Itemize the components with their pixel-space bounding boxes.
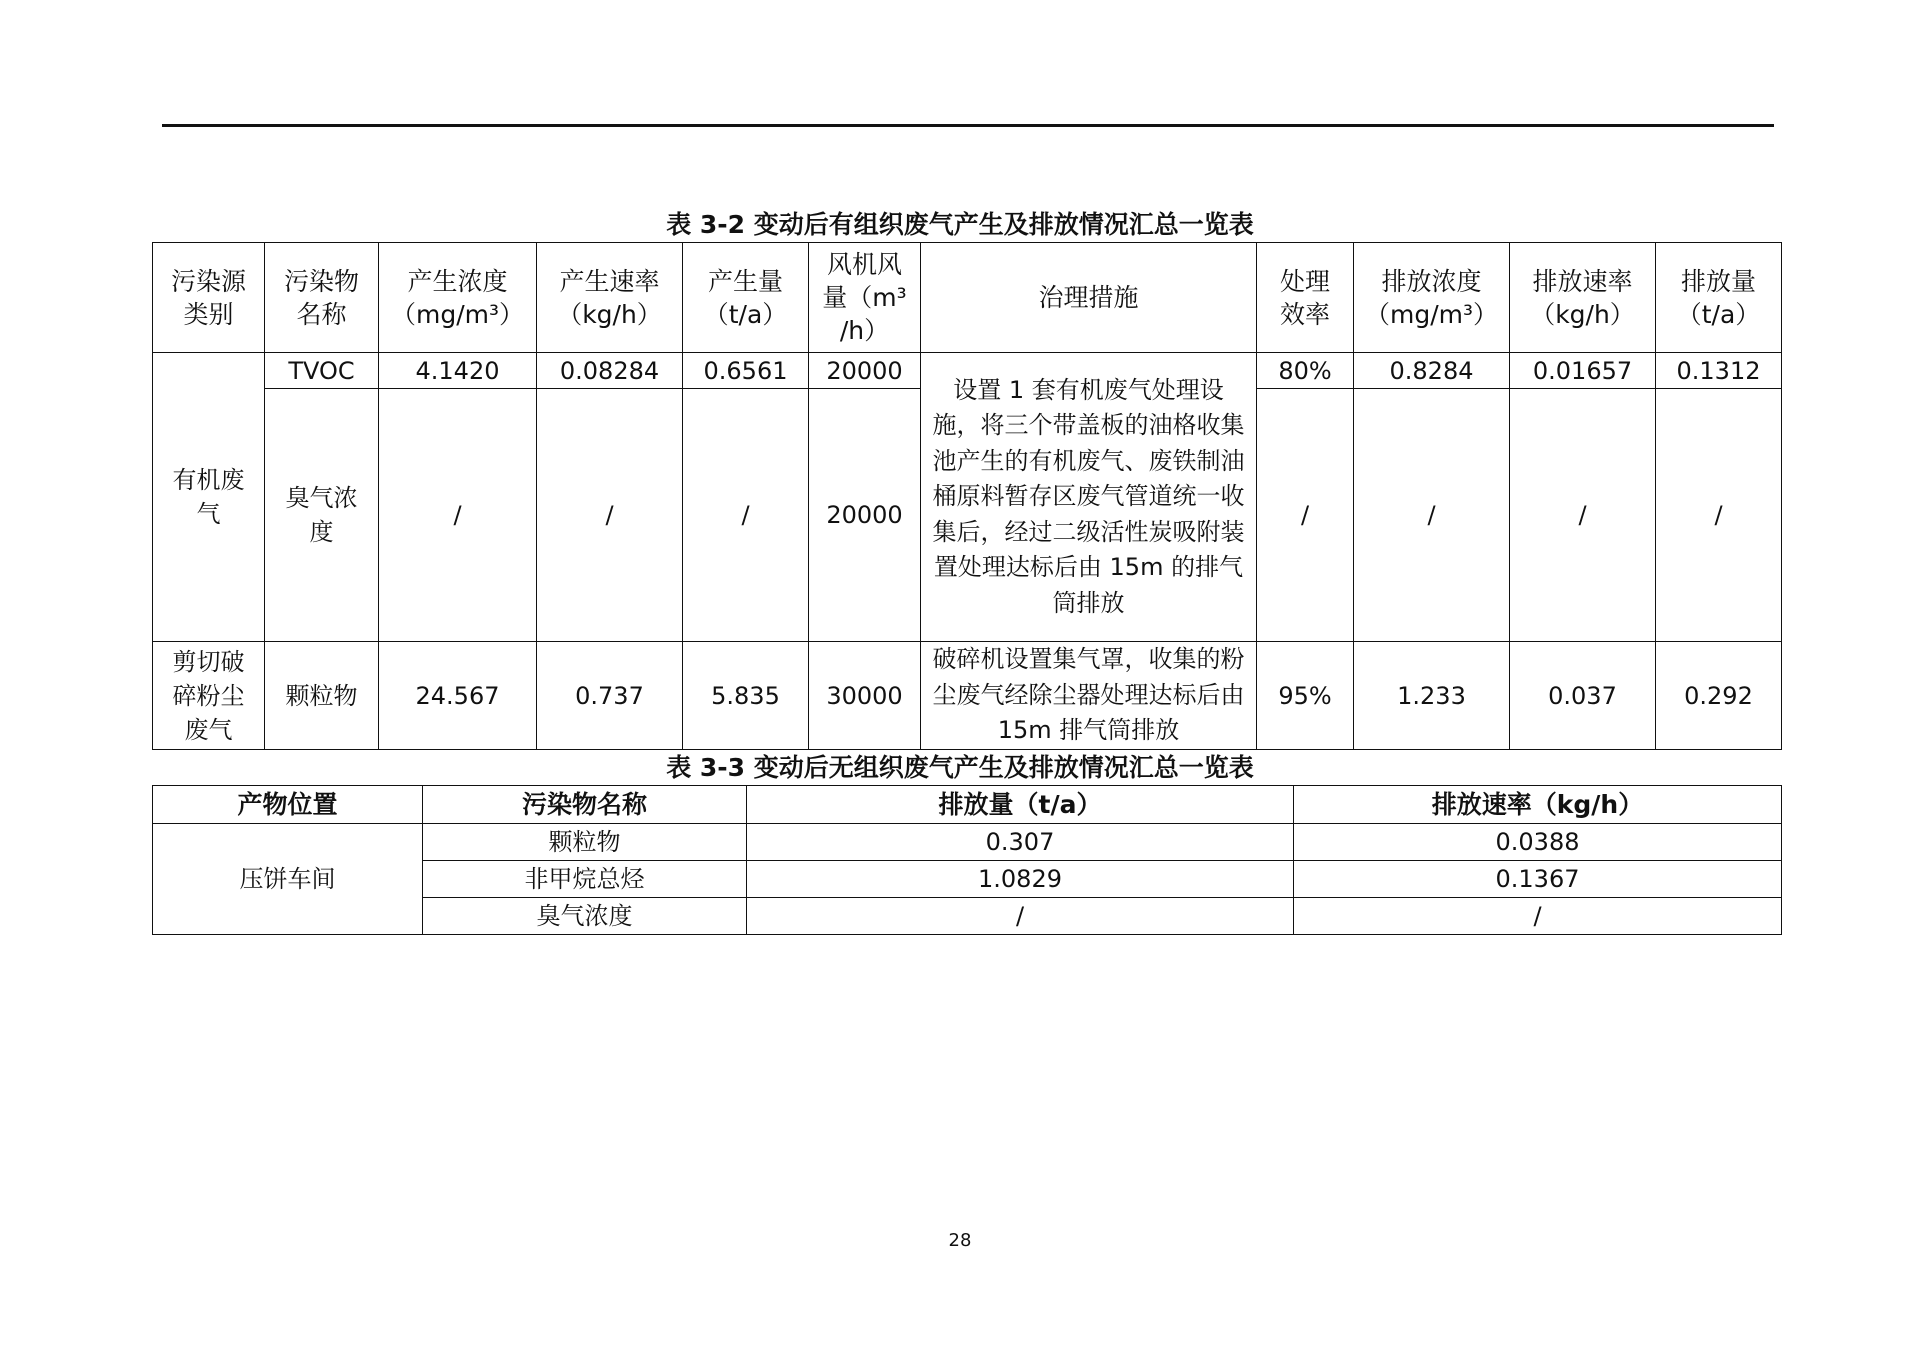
page-number: 28 [948, 1230, 972, 1251]
amount-cell: / [747, 898, 1294, 935]
pollutant-cell: 臭气浓度 [423, 898, 747, 935]
amount-cell: 0.307 [747, 824, 1294, 861]
header-amount: 排放量（t/a） [747, 786, 1294, 824]
location-cell: 压饼车间 [153, 824, 423, 935]
pollutant-cell: 颗粒物 [423, 824, 747, 861]
category-cell: 剪切破碎粉尘废气 [153, 642, 265, 750]
emit-amount-cell: / [1656, 389, 1782, 642]
header-fan-flow: 风机风 量（m³ /h） [809, 243, 921, 353]
amount-cell: 1.0829 [747, 861, 1294, 898]
measure-cell: 设置 1 套有机废气处理设施，将三个带盖板的油格收集池产生的有机废气、废铁制油桶原料暂存区废气管道统一收集后，经过二级活性炭吸附装置处理达标后由 15m 的排气筒排放 [921, 353, 1257, 642]
emit-conc-cell: 0.8284 [1354, 353, 1510, 389]
pollutant-cell: 颗粒物 [265, 642, 379, 750]
gen-rate-cell: / [537, 389, 683, 642]
rate-cell: 0.0388 [1294, 824, 1782, 861]
rate-cell: 0.1367 [1294, 861, 1782, 898]
category-cell: 有机废气 [153, 353, 265, 642]
fan-flow-cell: 20000 [809, 353, 921, 389]
header-gen-conc: 产生浓度 （mg/m³） [379, 243, 537, 353]
gen-conc-cell: / [379, 389, 537, 642]
fan-flow-cell: 20000 [809, 389, 921, 642]
gen-conc-cell: 24.567 [379, 642, 537, 750]
table-3-2-header-row [153, 243, 1782, 353]
emit-amount-cell: 0.1312 [1656, 353, 1782, 389]
emit-rate-cell: 0.037 [1510, 642, 1656, 750]
table-3-3-caption: 表 3-3 变动后无组织废气产生及排放情况汇总一览表 [666, 753, 1254, 782]
header-rule [162, 124, 1774, 127]
emit-amount-cell: 0.292 [1656, 642, 1782, 750]
header-emit-rate: 排放速率 （kg/h） [1510, 243, 1656, 353]
fan-flow-cell: 30000 [809, 642, 921, 750]
header-pollutant: 污染物名称 [423, 786, 747, 824]
table-row [153, 824, 1782, 861]
emit-conc-cell: / [1354, 389, 1510, 642]
header-emit-conc: 排放浓度 （mg/m³） [1354, 243, 1510, 353]
header-measures: 治理措施 [921, 243, 1257, 353]
table-3-3 [152, 785, 1782, 935]
header-rate: 排放速率（kg/h） [1294, 786, 1782, 824]
table-3-2-caption: 表 3-2 变动后有组织废气产生及排放情况汇总一览表 [666, 210, 1254, 239]
table-row [153, 353, 1782, 389]
emit-rate-cell: 0.01657 [1510, 353, 1656, 389]
gen-amount-cell: / [683, 389, 809, 642]
emit-rate-cell: / [1510, 389, 1656, 642]
emit-conc-cell: 1.233 [1354, 642, 1510, 750]
header-pollutant: 污染物 名称 [265, 243, 379, 353]
gen-amount-cell: 5.835 [683, 642, 809, 750]
measure-cell: 破碎机设置集气罩，收集的粉尘废气经除尘器处理达标后由 15m 排气筒排放 [921, 642, 1257, 750]
header-gen-rate: 产生速率 （kg/h） [537, 243, 683, 353]
table-row [153, 642, 1782, 750]
gen-amount-cell: 0.6561 [683, 353, 809, 389]
header-emit-amount: 排放量 （t/a） [1656, 243, 1782, 353]
gen-conc-cell: 4.1420 [379, 353, 537, 389]
table-3-3-header-row [153, 786, 1782, 824]
pollutant-cell: 臭气浓度 [265, 389, 379, 642]
gen-rate-cell: 0.737 [537, 642, 683, 750]
pollutant-cell: TVOC [265, 353, 379, 389]
header-location: 产物位置 [153, 786, 423, 824]
gen-rate-cell: 0.08284 [537, 353, 683, 389]
header-efficiency: 处理 效率 [1257, 243, 1354, 353]
table-3-2 [152, 242, 1782, 750]
efficiency-cell: 80% [1257, 353, 1354, 389]
pollutant-cell: 非甲烷总烃 [423, 861, 747, 898]
header-category: 污染源 类别 [153, 243, 265, 353]
efficiency-cell: 95% [1257, 642, 1354, 750]
efficiency-cell: / [1257, 389, 1354, 642]
rate-cell: / [1294, 898, 1782, 935]
header-gen-amount: 产生量 （t/a） [683, 243, 809, 353]
